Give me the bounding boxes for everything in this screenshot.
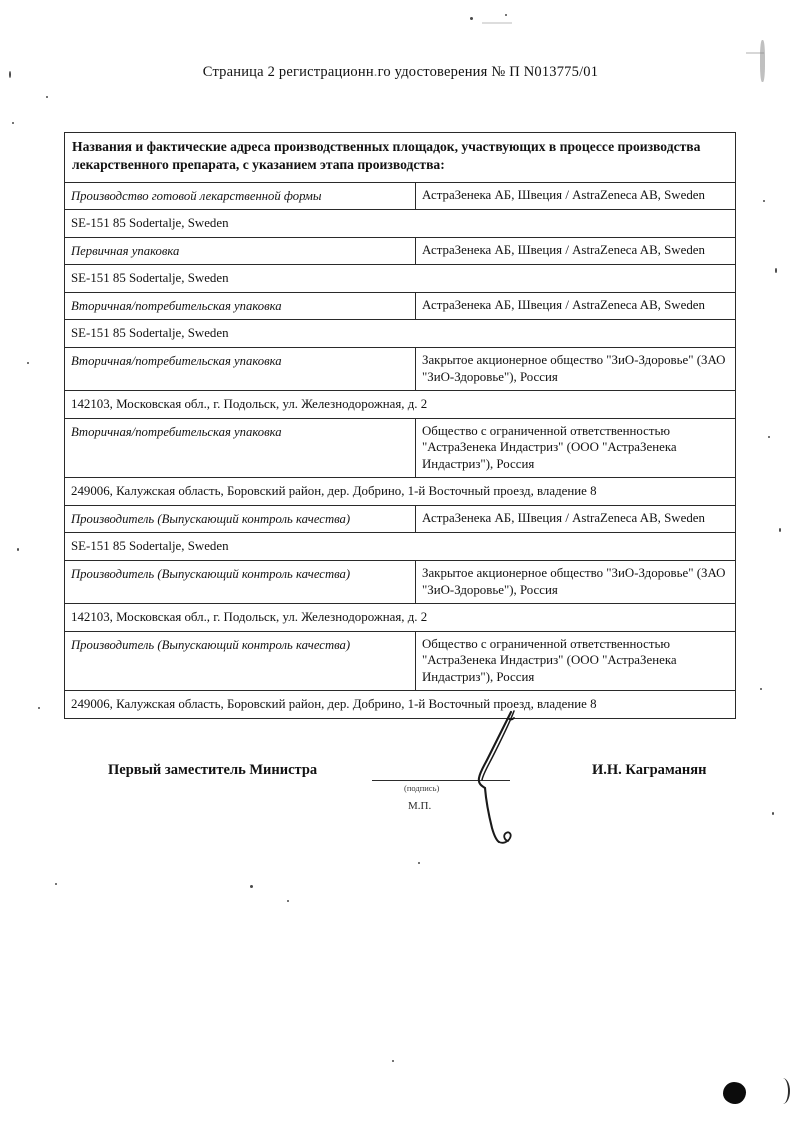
address-cell: 142103, Московская обл., г. Подольск, ул. Железнодорожная, д. 2 (65, 390, 736, 418)
scan-speck (775, 268, 777, 273)
organization-cell: АстраЗенека АБ, Швеция / AstraZeneca AB, Sweden (416, 506, 736, 533)
organization-cell: Закрытое акционерное общество "ЗиО-Здоровье" (ЗАО "ЗиО-Здоровье"), Россия (416, 561, 736, 604)
scan-speck (392, 1060, 394, 1062)
scan-speck (17, 548, 19, 551)
organization-cell: АстраЗенека АБ, Швеция / AstraZeneca AB, Sweden (416, 293, 736, 320)
organization-cell: АстраЗенека АБ, Швеция / AstraZeneca AB, Sweden (416, 237, 736, 264)
address-cell: SE-151 85 Sodertalje, Sweden (65, 533, 736, 561)
page-title (0, 64, 801, 81)
signatory-title: Первый заместитель Министра (108, 762, 318, 778)
stage-cell: Производство готовой лекарственной формы (65, 182, 416, 209)
scan-speck (12, 122, 14, 124)
stage-cell: Вторичная/потребительская упаковка (65, 293, 416, 320)
page-title-faded-char: . (373, 64, 378, 80)
stage-cell: Производитель (Выпускающий контроль качества) (65, 632, 416, 691)
table-row (65, 182, 736, 209)
organization-cell: Закрытое акционерное общество "ЗиО-Здоровье" (ЗАО "ЗиО-Здоровье"), Россия (416, 348, 736, 391)
production-sites-table (64, 132, 736, 719)
scan-speck (768, 436, 770, 438)
table-row (65, 237, 736, 264)
scan-speck (27, 362, 29, 364)
stage-cell: Вторичная/потребительская упаковка (65, 348, 416, 391)
organization-cell: Общество с ограниченной ответственностью "АстраЗенека Индастриз" (ООО "АстраЗенека Индастриз"), Россия (416, 419, 736, 478)
stage-cell: Производитель (Выпускающий контроль качества) (65, 506, 416, 533)
address-cell: SE-151 85 Sodertalje, Sweden (65, 264, 736, 292)
table-row (65, 506, 736, 533)
table-address-row (65, 320, 736, 348)
table-address-row (65, 390, 736, 418)
scan-speck (760, 688, 762, 690)
table-row (65, 632, 736, 691)
table-address-row (65, 264, 736, 292)
address-cell: SE-151 85 Sodertalje, Sweden (65, 320, 736, 348)
scan-speck (38, 707, 40, 709)
table-address-row (65, 603, 736, 631)
ink-blot-artifact (723, 1082, 746, 1104)
table-address-row (65, 533, 736, 561)
table-row (65, 419, 736, 478)
scan-smudge (482, 22, 512, 24)
scan-speck (470, 17, 473, 20)
scan-speck (763, 200, 765, 202)
scan-speck (505, 14, 507, 16)
table-header-row (65, 133, 736, 183)
address-cell: SE-151 85 Sodertalje, Sweden (65, 209, 736, 237)
page-title-prefix: Страница 2 регистрационн (202, 64, 374, 80)
address-cell: 142103, Московская обл., г. Подольск, ул. Железнодорожная, д. 2 (65, 603, 736, 631)
signature-line-caption: (подпись) (404, 783, 440, 793)
table-row (65, 348, 736, 391)
address-cell: 249006, Калужская область, Боровский район, дер. Добрино, 1-й Восточный проезд, владение 8 (65, 690, 736, 718)
scan-speck (55, 883, 57, 885)
table-header-cell: Названия и фактические адреса производственных площадок, участвующих в процессе производства лекарственного препарата, с указанием этапа производства: (65, 133, 736, 183)
organization-cell: Общество с ограниченной ответственностью "АстраЗенека Индастриз" (ООО "АстраЗенека Индастриз"), Россия (416, 632, 736, 691)
address-cell: 249006, Калужская область, Боровский район, дер. Добрино, 1-й Восточный проезд, владение 8 (65, 477, 736, 505)
table-address-row (65, 477, 736, 505)
scan-speck (779, 528, 781, 532)
table-address-row (65, 690, 736, 718)
stage-cell: Первичная упаковка (65, 237, 416, 264)
scan-speck (287, 900, 289, 902)
signatory-name: И.Н. Каграманян (592, 762, 707, 778)
table-row (65, 293, 736, 320)
table-row (65, 561, 736, 604)
page-title-suffix: го удостоверения № П N013775/01 (377, 64, 599, 80)
seal-mark: М.П. (408, 800, 432, 812)
stage-cell: Производитель (Выпускающий контроль качества) (65, 561, 416, 604)
table-address-row (65, 209, 736, 237)
stage-cell: Вторичная/потребительская упаковка (65, 419, 416, 478)
scan-speck (250, 885, 253, 888)
signature-rule (372, 780, 510, 781)
signature-block (0, 752, 801, 842)
scan-smudge (746, 52, 764, 54)
handwritten-signature-icon (452, 708, 532, 848)
organization-cell: АстраЗенека АБ, Швеция / AstraZeneca AB, Sweden (416, 182, 736, 209)
scan-speck (46, 96, 48, 98)
ink-arc-artifact (778, 1078, 790, 1104)
scan-speck (418, 862, 420, 864)
